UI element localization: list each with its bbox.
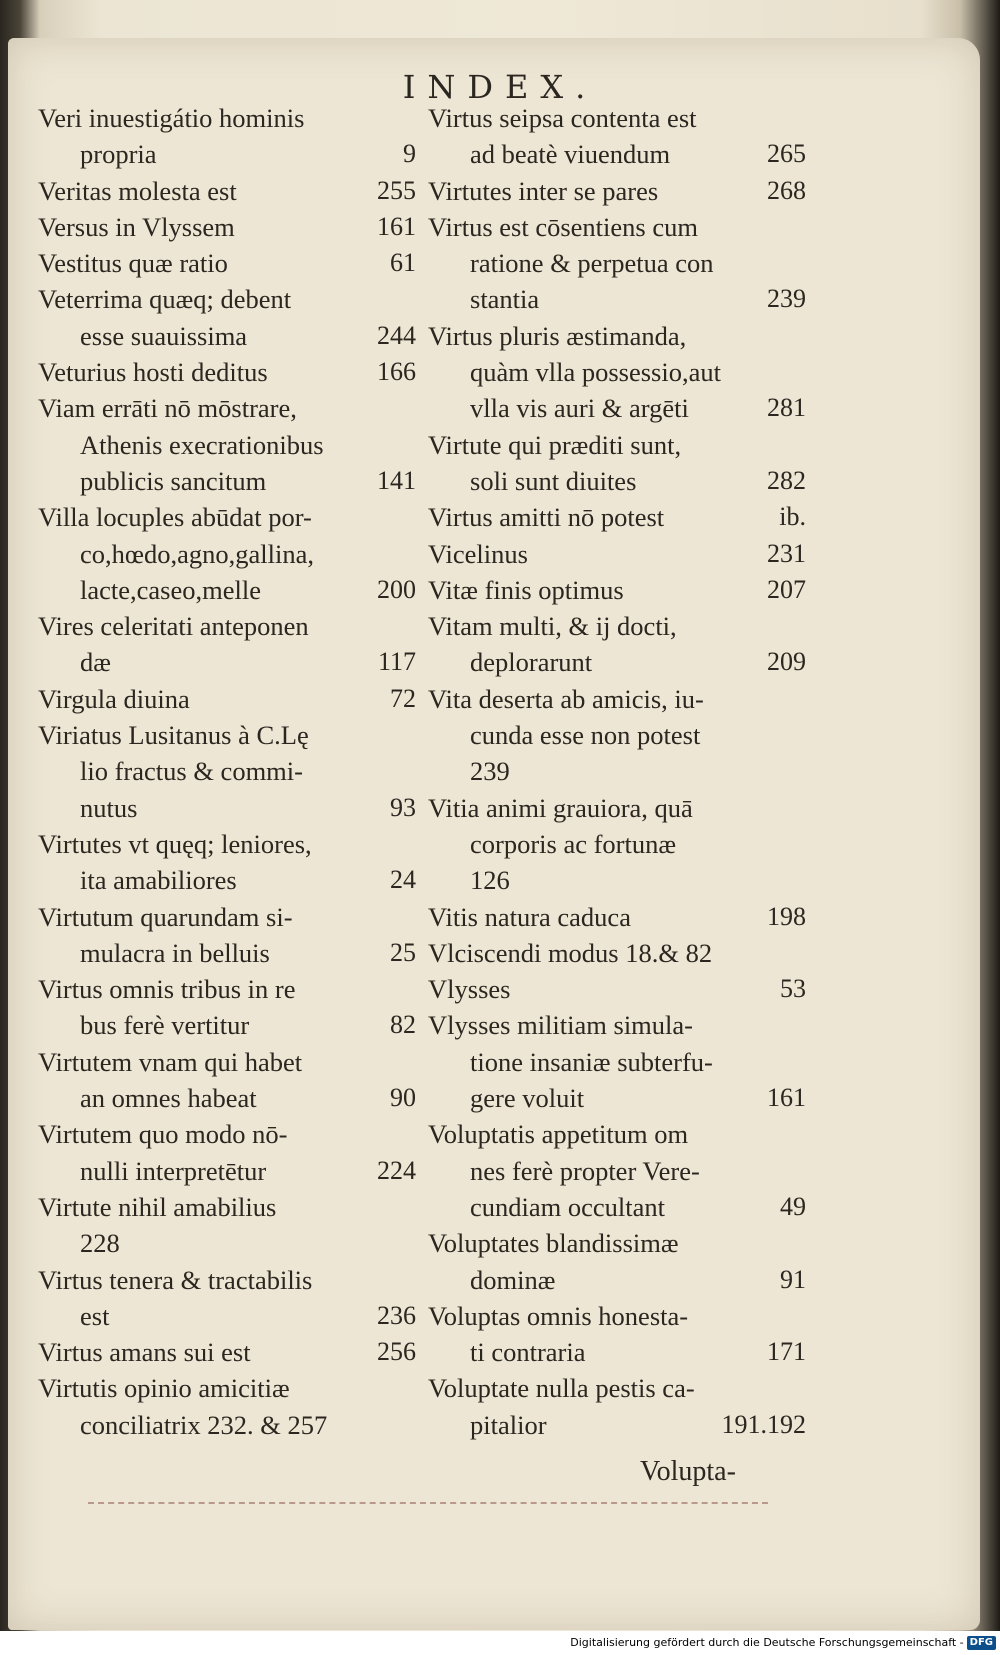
entry-line: esse suauissima	[80, 320, 248, 351]
index-entry	[38, 100, 416, 173]
entry-line: Vitæ finis optimus	[428, 574, 624, 605]
index-entry	[428, 1370, 806, 1443]
entry-line: Virtutum quarundam si-	[38, 901, 293, 932]
entry-line: 239	[470, 756, 510, 787]
index-entry	[38, 1334, 416, 1370]
index-entry	[38, 681, 416, 717]
entry-line: publicis sancitum	[80, 465, 267, 496]
entry-line: cunda esse non potest	[470, 720, 701, 751]
index-entry	[428, 899, 806, 935]
page-number: 191.192	[721, 1409, 806, 1439]
index-column-left	[38, 100, 416, 1443]
index-entry	[38, 245, 416, 281]
page-number: 161	[767, 1083, 806, 1113]
entry-line: Veterrima quæq; debent	[38, 284, 292, 315]
page-number: 90	[390, 1083, 416, 1113]
index-entry	[428, 1116, 806, 1225]
page-number: 281	[767, 393, 806, 423]
index-entry	[428, 173, 806, 209]
page-number: 256	[377, 1337, 416, 1367]
entry-line: soli sunt diuites	[470, 465, 637, 496]
index-entry	[428, 499, 806, 535]
entry-line: dæ	[80, 647, 111, 678]
index-entry	[428, 1298, 806, 1371]
entry-line: Virtus amitti nō potest	[428, 502, 665, 533]
entry-line: dominæ	[470, 1264, 556, 1295]
entry-line: Virtus seipsa contenta est	[428, 103, 697, 133]
index-entry	[38, 173, 416, 209]
entry-line: Vestitus quæ ratio	[38, 248, 228, 279]
entry-line: corporis ac fortunæ	[470, 828, 677, 859]
entry-line: Veri inuestigátio hominis	[38, 103, 305, 133]
entry-line: Viam errāti nō mōstrare,	[38, 393, 297, 424]
page-number: 282	[767, 465, 806, 495]
page-number: 265	[767, 139, 806, 169]
entry-line: Virtute qui præditi sunt,	[428, 429, 682, 460]
entry-line: Virtus tenera & tractabilis	[38, 1264, 313, 1295]
entry-line: Athenis execrationibus	[80, 429, 324, 460]
index-entry	[428, 971, 806, 1007]
entry-line: Virtutem quo modo nō-	[38, 1119, 288, 1150]
entry-line: ratione & perpetua con	[470, 248, 714, 279]
entry-line: Virtutes vt quęq; leniores,	[38, 828, 312, 859]
entry-line: Versus in Vlyssem	[38, 211, 235, 242]
entry-line: Virtus amans sui est	[38, 1337, 251, 1368]
entry-line: an omnes habeat	[80, 1083, 257, 1114]
entry-line: Virtus est cōsentiens cum	[428, 211, 698, 242]
index-entry	[38, 826, 416, 899]
page-number: 171	[767, 1337, 806, 1367]
page-number: 255	[377, 175, 416, 205]
page-number: ib.	[779, 502, 806, 532]
entry-line: co,hœdo,agno,gallina,	[80, 538, 315, 569]
page-number: 244	[377, 320, 416, 350]
entry-line: Virgula diuina	[38, 683, 190, 714]
entry-line: Vitia animi grauiora, quā	[428, 792, 693, 823]
page-number: 93	[390, 792, 416, 822]
entry-line: Vitis natura caduca	[428, 901, 631, 932]
entry-line: Virtus pluris æstimanda,	[428, 320, 687, 351]
index-entry	[38, 354, 416, 390]
entry-line: nutus	[80, 792, 138, 823]
page-number: 82	[390, 1010, 416, 1040]
page-number: 141	[377, 465, 416, 495]
index-entry	[428, 209, 806, 318]
index-column-right	[428, 100, 806, 1443]
entry-line: Virtutis opinio amicitiæ	[38, 1373, 290, 1404]
page-number: 224	[377, 1155, 416, 1185]
entry-line: Veturius hosti deditus	[38, 357, 268, 388]
entry-line: Villa locuples abūdat por-	[38, 502, 312, 533]
page-number: 53	[780, 974, 806, 1004]
entry-line: nulli interpretētur	[80, 1155, 267, 1186]
index-entry	[428, 935, 806, 971]
index-entry	[38, 1116, 416, 1189]
page-number: 61	[390, 248, 416, 278]
entry-line: Vita deserta ab amicis, iu-	[428, 683, 704, 714]
entry-line: Vires celeritati anteponen	[38, 611, 309, 642]
entry-line: gere voluit	[470, 1083, 585, 1114]
entry-line: Vlysses	[428, 974, 511, 1005]
page-number: 91	[780, 1264, 806, 1294]
page-number: 231	[767, 538, 806, 568]
index-entry	[38, 390, 416, 499]
entry-line: propria	[80, 139, 157, 170]
page-number: 9	[403, 139, 416, 169]
entry-line: Veritas molesta est	[38, 175, 237, 206]
page-number: 24	[390, 865, 416, 895]
entry-line: Virtutem vnam qui habet	[38, 1046, 303, 1077]
index-entry	[428, 427, 806, 500]
page-number: 198	[767, 901, 806, 931]
entry-line: lacte,caseo,melle	[80, 574, 261, 605]
entry-line: bus ferè vertitur	[80, 1010, 250, 1041]
dfg-logo: DFG	[967, 1636, 996, 1650]
page-number: 207	[767, 574, 806, 604]
index-entry	[428, 318, 806, 427]
index-entry	[428, 681, 806, 790]
index-entry	[428, 608, 806, 681]
page-number: 236	[377, 1300, 416, 1330]
entry-line: Vlysses militiam simula-	[428, 1010, 693, 1041]
entry-line: Vitam multi, & ij docti,	[428, 611, 677, 642]
entry-line: Voluptates blandissimæ	[428, 1228, 679, 1259]
page-rule	[88, 1502, 768, 1504]
entry-line: Virtutes inter se pares	[428, 175, 659, 206]
index-entry	[428, 790, 806, 899]
entry-line: pitalior	[470, 1409, 547, 1440]
entry-line: Vlciscendi modus 18.& 82	[428, 937, 713, 968]
entry-line: Voluptas omnis honesta-	[428, 1300, 689, 1331]
page-number: 239	[767, 284, 806, 314]
entry-line: Virtute nihil amabilius	[38, 1191, 277, 1222]
index-entry	[38, 209, 416, 245]
index-entry	[38, 1189, 416, 1262]
index-entry	[38, 971, 416, 1044]
entry-line: lio fractus & commi-	[80, 756, 303, 787]
index-entry	[38, 608, 416, 681]
page-number: 25	[390, 937, 416, 967]
index-entry	[428, 100, 806, 173]
index-entry	[428, 1225, 806, 1298]
entry-line: 228	[80, 1228, 120, 1259]
page-number: 200	[377, 574, 416, 604]
entry-line: Virtus omnis tribus in re	[38, 974, 296, 1005]
entry-line: est	[80, 1300, 110, 1331]
page-header: INDEX.	[402, 68, 598, 106]
entry-line: Voluptate nulla pestis ca-	[428, 1373, 695, 1404]
entry-line: stantia	[470, 284, 540, 315]
entry-line: vlla vis auri & argēti	[470, 393, 689, 424]
index-entry	[428, 572, 806, 608]
entry-line: deplorarunt	[470, 647, 593, 678]
page-number: 166	[377, 357, 416, 387]
entry-line: ti contraria	[470, 1337, 586, 1368]
page-number: 268	[767, 175, 806, 205]
index-entry	[38, 1262, 416, 1335]
entry-line: nes ferè propter Vere-	[470, 1155, 700, 1186]
index-entry	[38, 717, 416, 826]
catchword: Volupta-	[640, 1456, 736, 1487]
index-entry	[428, 536, 806, 572]
footer-text: Digitalisierung gefördert durch die Deutsche Forschungsgemeinschaft -	[570, 1636, 964, 1649]
page-number: 72	[390, 683, 416, 713]
entry-line: Voluptatis appetitum om	[428, 1119, 689, 1150]
entry-line: ita amabiliores	[80, 865, 237, 896]
page-number: 209	[767, 647, 806, 677]
entry-line: tione insaniæ subterfu-	[470, 1046, 713, 1077]
entry-line: ad beatè viuendum	[470, 139, 671, 170]
entry-line: Vicelinus	[428, 538, 528, 569]
entry-line: Viriatus Lusitanus à C.Lę	[38, 720, 309, 751]
index-entry	[428, 1007, 806, 1116]
entry-line: mulacra in belluis	[80, 937, 270, 968]
page-number: 161	[377, 211, 416, 241]
entry-line: quàm vlla possessio,aut	[470, 357, 721, 388]
index-entry	[38, 1370, 416, 1443]
index-entry	[38, 499, 416, 608]
index-entry	[38, 899, 416, 972]
entry-line: conciliatrix 232. & 257	[80, 1409, 328, 1440]
index-entry	[38, 1044, 416, 1117]
entry-line: 126	[470, 865, 510, 896]
index-entry	[38, 281, 416, 354]
entry-line: cundiam occultant	[470, 1191, 665, 1222]
digitization-footer	[0, 1631, 1000, 1655]
page-number: 49	[780, 1191, 806, 1221]
page-number: 117	[377, 647, 416, 677]
